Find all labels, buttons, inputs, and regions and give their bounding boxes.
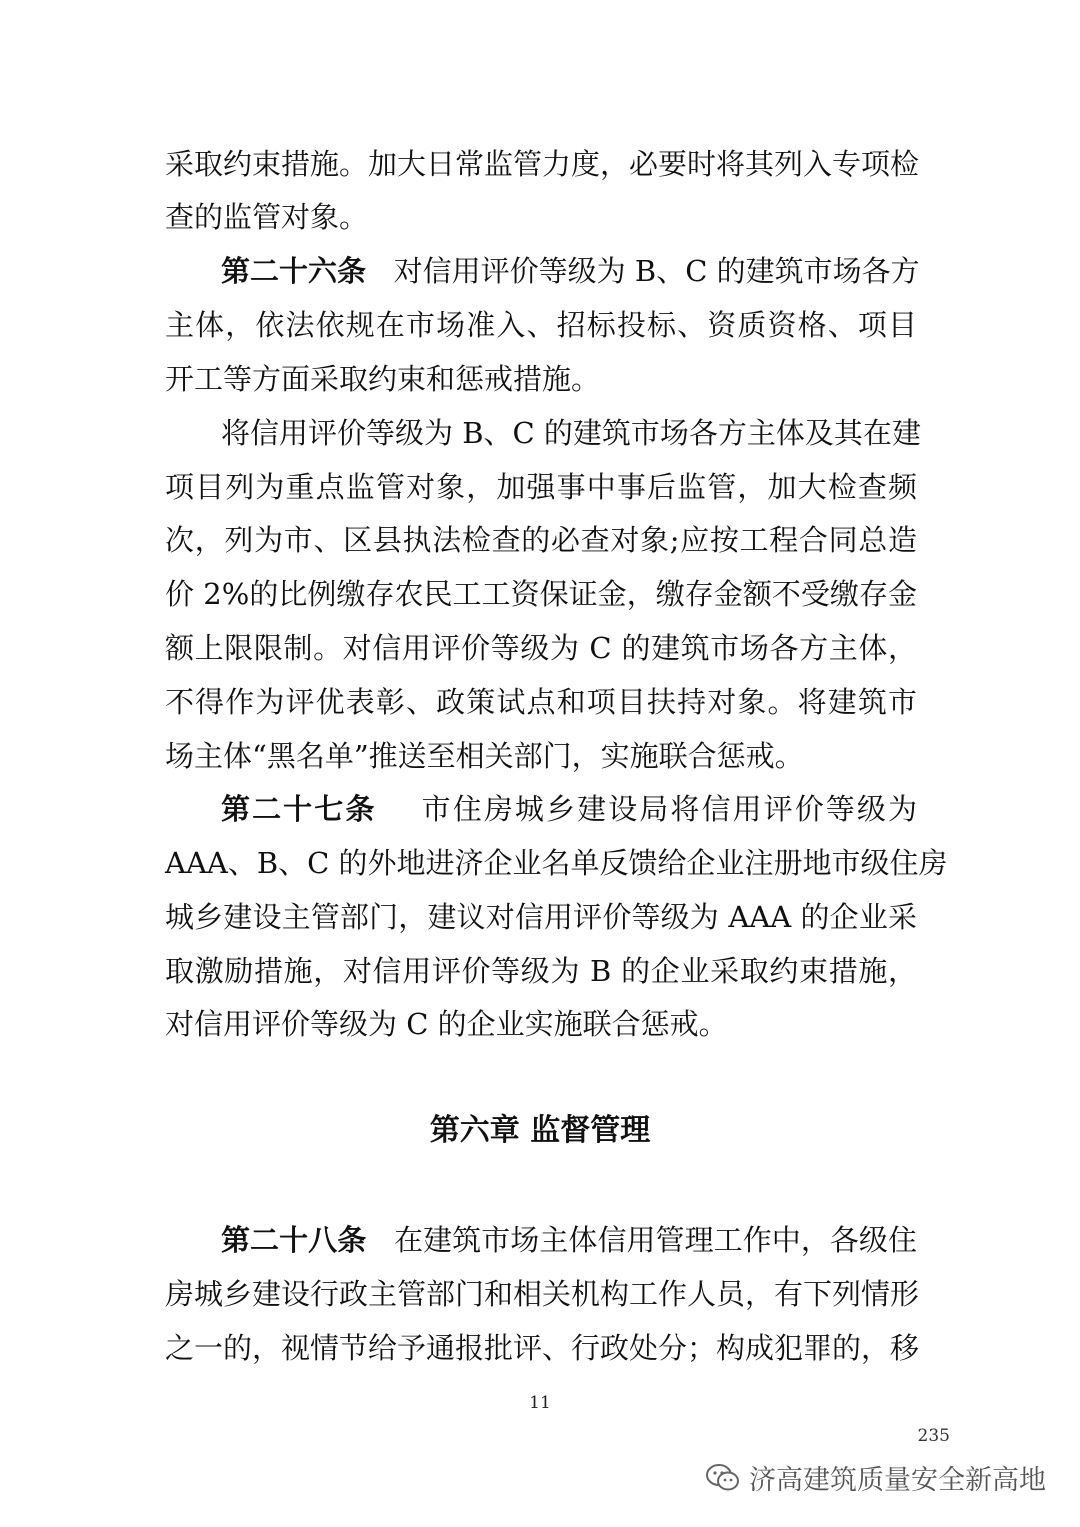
text-line: 之一的，视情节给予通报批评、行政处分；构成犯罪的，移 [165,1331,920,1365]
text-line: 将信用评价等级为 B、C 的建筑市场各方主体及其在建 [221,416,921,450]
article-27-line [221,789,917,829]
wechat-watermark [705,1458,1046,1497]
text-line: 额上限限制。对信用评价等级为 C 的建筑市场各方主体， [165,631,917,665]
article-title: 第二十八条 [221,1223,367,1257]
wechat-icon [705,1463,741,1493]
text-line: 不得作为评优表彰、政策试点和项目扶持对象。将建筑市 [165,685,917,719]
text-line: 项目列为重点监管对象，加强事中事后监管，加大检查频 [165,470,917,504]
text-line: 价 2%的比例缴存农民工工资保证金，缴存金额不受缴存金 [165,577,917,611]
document-page-number: 235 [917,1426,950,1446]
text-line: 房城乡建设行政主管部门和相关机构工作人员，有下列情形 [165,1277,920,1311]
text-line: 查的监管对象。 [165,200,369,234]
article-title: 第二十七条 [221,792,377,826]
article-26-line [221,251,920,291]
text-line: 城乡建设主管部门，建议对信用评价等级为 AAA 的企业采 [165,900,917,934]
text-line: 对信用评价等级为 C 的企业实施联合惩戒。 [165,1007,728,1041]
article-28-line [221,1220,917,1260]
text-line: 次，列为市、区县执法检查的必查对象;应按工程合同总造 [165,523,917,557]
watermark-text: 济高建筑质量安全新高地 [749,1465,1046,1496]
text-line: 采取约束措施。加大日常监管力度，必要时将其列入专项检 [165,147,920,181]
text-line: 场主体“黑名单”推送至相关部门，实施联合惩戒。 [165,739,804,773]
text-line: AAA、B、C 的外地进济企业名单反馈给企业注册地市级住房 [165,846,948,880]
text-span: 对信用评价等级为 B、C 的建筑市场各方 [393,254,920,288]
chapter-heading: 第六章 监督管理 [429,1113,651,1148]
article-title: 第二十六条 [221,254,367,288]
page-number: 11 [529,1393,551,1413]
text-span: 在建筑市场主体信用管理工作中，各级住 [394,1223,917,1257]
text-line: 取激励措施，对信用评价等级为 B 的企业采取约束措施， [165,954,917,988]
text-line: 主体，依法依规在市场准入、招标投标、资质资格、项目 [165,308,917,342]
text-span: 市住房城乡建设局将信用评价等级为 [421,792,917,826]
text-line: 开工等方面采取约束和惩戒措施。 [165,362,601,396]
